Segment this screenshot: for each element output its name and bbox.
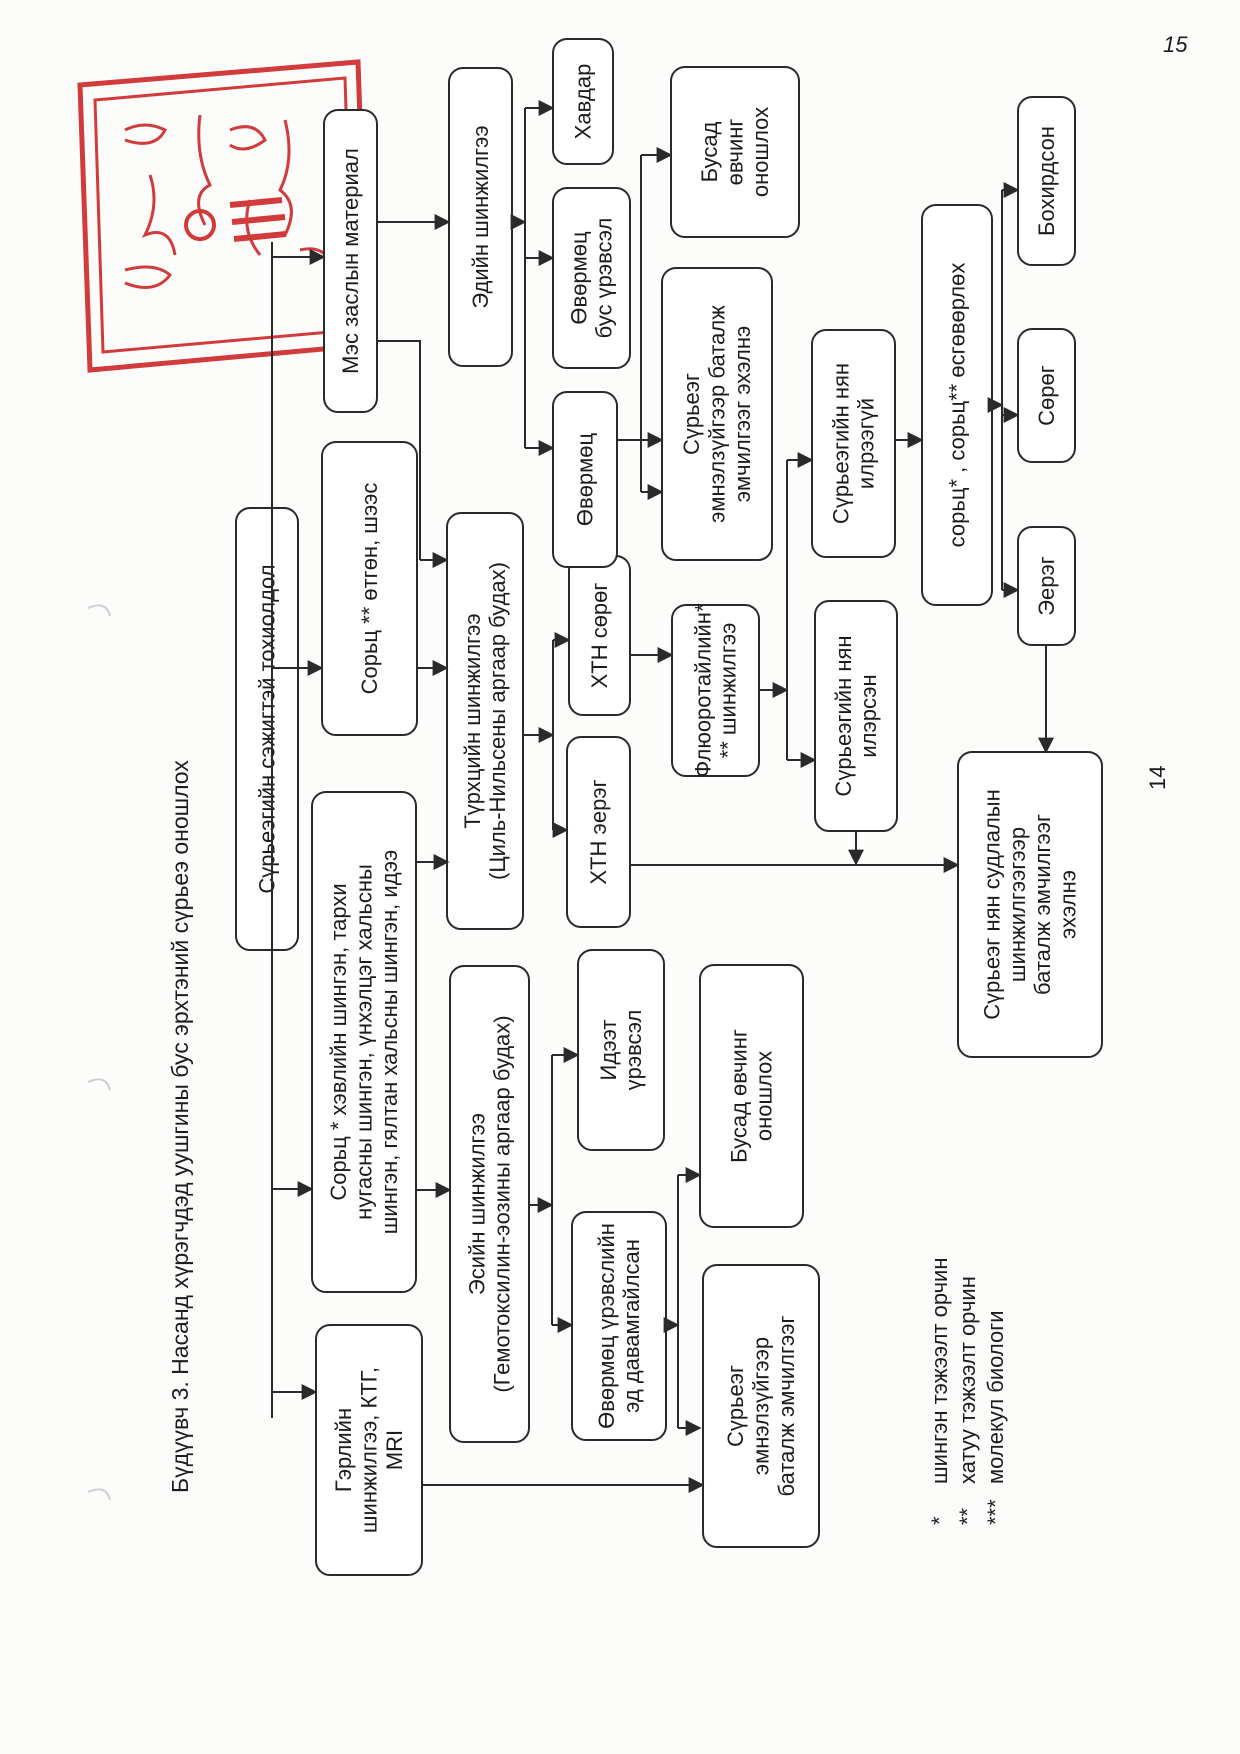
box-text-line: үрэвсэл: [621, 1009, 647, 1091]
box-text-line: Сүрьеэгийн нян: [830, 635, 856, 797]
box-text-line: нугасны шингэн, үнхэлцэг хальсны: [351, 864, 377, 1220]
box-text-line: Өвөрмөц: [566, 231, 592, 325]
footnote-mark-3: ***: [983, 1499, 1008, 1525]
box-tumor: [553, 39, 613, 164]
box-imaging: [316, 1325, 422, 1575]
box-smear: [447, 513, 523, 929]
box-culture: [922, 205, 992, 605]
box-bacilli-detected: [815, 601, 897, 831]
box-text-line: шингэн, гялтан хальсны шингэн, идээ: [376, 849, 402, 1235]
box-text-line: ХТН сөрөг: [587, 582, 612, 689]
box-suspected: [236, 508, 298, 950]
box-purulent: [578, 950, 664, 1150]
box-confirm-treat-right: [662, 268, 772, 560]
box-text-line: Эерэг: [1034, 556, 1059, 616]
box-text-line: эмчилгээг эхэлнэ: [729, 325, 755, 503]
box-text-line: илэрсэн: [856, 674, 882, 758]
box-bacilli-not-detected: [812, 330, 895, 557]
page-mark-top: 15: [1163, 32, 1188, 57]
box-text-line: Бохирдсон: [1034, 126, 1059, 236]
box-other-disease-left: [700, 965, 803, 1227]
box-text-line: шинжилгээгээр: [1004, 826, 1030, 983]
box-text-line: Бусад: [697, 121, 723, 183]
box-text-line: эхэлнэ: [1055, 870, 1081, 939]
box-text-line: Эдийн шинжилгээ: [468, 125, 493, 309]
box-text-line: эмнэлзүйгээр баталж: [704, 305, 730, 523]
box-text-line: (Гемотоксилин-эозины аргаар будах): [489, 1015, 515, 1393]
box-text-line: илрээгүй: [853, 397, 879, 490]
box-confirm-treat-left: [703, 1265, 819, 1547]
box-text-line: Сүрьеэг: [723, 1364, 749, 1448]
footnote-mark-2: **: [955, 1507, 980, 1525]
box-text-line: Сүрьеэг: [679, 372, 705, 456]
box-text-line: Идээт: [595, 1019, 621, 1081]
box-text-line: Бусад өвчинг: [726, 1029, 752, 1163]
box-other-disease-right: [671, 67, 799, 237]
box-text-line: Өвөрмөц: [572, 432, 598, 527]
box-text-line: Сүрьеэг нян судлалын: [979, 789, 1005, 1020]
box-biopsy: [324, 110, 377, 412]
box-text-line: MRI: [381, 1429, 407, 1471]
box-text-line: Флюоротайлийн*: [690, 603, 716, 778]
box-text-line: оношлох: [751, 1050, 777, 1142]
punch-hole-mark: [88, 605, 110, 616]
box-fluoro: [672, 603, 759, 777]
footnotes: [927, 1258, 1008, 1526]
box-text-line: Мэс заслын материал: [338, 148, 363, 374]
footnote-mark-1: *: [927, 1516, 952, 1525]
box-text-line: сорьц* , сорьц** өсгөвөрлөх: [944, 262, 970, 548]
box-positive: [1018, 527, 1075, 645]
diagram-title: Бүдүүвч 3. Насанд хүрэгчдэд уушгины бус эрхтэний сүрьеэ оношлох: [167, 760, 193, 1493]
seal-bar-icon: [230, 200, 286, 239]
box-text-line: оношлох: [747, 106, 773, 198]
box-lab-confirm: [958, 752, 1102, 1057]
box-fluids: [312, 792, 416, 1292]
box-specific: [553, 392, 617, 567]
footnote-text-3: молекул биологи: [983, 1310, 1008, 1484]
box-text-line: баталж эмчилгээг: [1030, 813, 1056, 996]
box-text-line: Сорьц * хэвлийн шингэн, тархи: [326, 883, 352, 1201]
box-specific-inflammation: [572, 1212, 666, 1440]
box-histology: [449, 68, 512, 366]
page-number-bottom: 14: [1145, 765, 1170, 790]
box-text-line: шинжилгээ, КТГ,: [356, 1366, 382, 1534]
box-cytology: [450, 966, 529, 1442]
punch-hole-mark: [88, 1489, 110, 1500]
box-text-line: Сөрөг: [1034, 365, 1059, 426]
box-text-line: ХТН эерэг: [586, 779, 611, 885]
footnote-text-1: шингэн тэжээлт орчин: [927, 1257, 952, 1484]
box-text-line: Түрхцийн шинжилгээ: [459, 613, 485, 829]
box-text-line: Эсийн шинжилгээ: [464, 1112, 490, 1296]
box-text-line: (Циль-Нильсены аргаар будах): [485, 562, 511, 880]
box-negative: [1018, 329, 1075, 462]
box-urine: [322, 442, 417, 735]
box-text-line: Өвөрмөц үрэвслийн: [593, 1223, 619, 1429]
box-text-line: эмнэлзүйгээр: [748, 1336, 774, 1476]
box-text-line: ** шинжилгээ: [715, 622, 741, 759]
box-text-line: өвчинг: [722, 118, 748, 186]
box-smear-pos: [567, 737, 630, 927]
box-text-line: Сорьц ** өтгөн, шээс: [357, 482, 382, 695]
punch-hole-mark: [88, 1079, 110, 1090]
box-text-line: Хавдар: [570, 63, 596, 140]
box-text-line: баталж эмчилгээг: [773, 1315, 799, 1497]
seal-script-icon: [125, 115, 330, 288]
box-text-line: Сүрьеэгийн сэжигтэй тохиолдол: [254, 564, 280, 894]
box-text-line: бус үрэвсэл: [591, 217, 617, 339]
box-smear-neg: [569, 556, 630, 715]
footnote-text-2: хатуу тэжээлт орчин: [955, 1276, 980, 1484]
box-nonspecific: [553, 188, 630, 368]
box-contaminated: [1018, 97, 1075, 265]
box-text-line: эд давамгайлсан: [619, 1239, 645, 1413]
box-text-line: Гэрлийн: [331, 1407, 357, 1493]
box-text-line: Сүрьеэгийн нян: [828, 362, 854, 525]
